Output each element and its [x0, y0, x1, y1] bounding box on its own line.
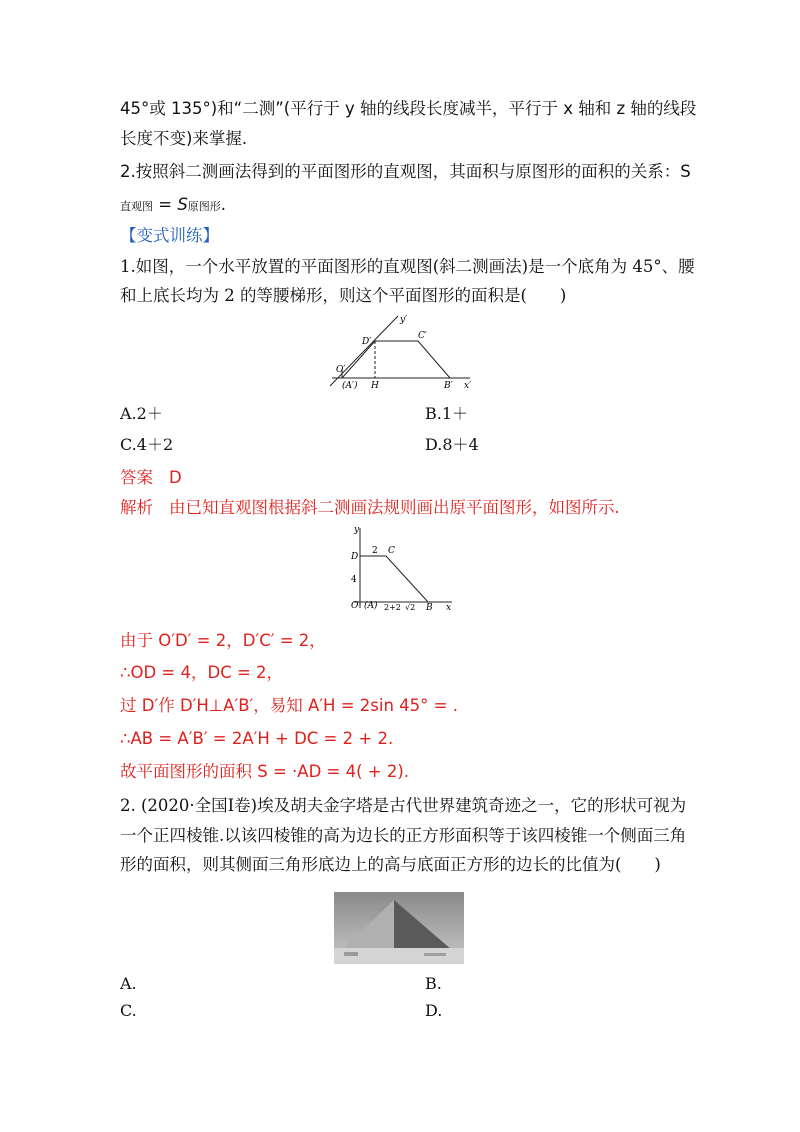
subscript-intuitive: 直观图	[120, 200, 153, 213]
figure-original-diagram	[342, 522, 458, 612]
intro-line-2: 长度不变)来掌握.	[120, 129, 248, 148]
q2-option-a[interactable]: A.	[120, 974, 137, 993]
label-4: 4	[351, 575, 357, 585]
q2-line-1: 2. (2020·全国Ⅰ卷)埃及胡夫金字塔是古代世界建筑奇迹之一，它的形状可视为	[120, 796, 687, 815]
pyramid-photo	[334, 892, 464, 964]
label-a-prime: (A′)	[342, 381, 358, 391]
label-c: C	[388, 546, 395, 556]
step-4: ∴AB = A′B′ = 2A′H + DC = 2 + 2.	[120, 729, 394, 748]
answer-label: 答案	[120, 468, 153, 487]
label-2: 2	[372, 546, 378, 556]
q1-option-a[interactable]: A.2＋	[120, 404, 163, 423]
section-heading: 【变式训练】	[120, 226, 219, 245]
label-2-plus-2: 2+2	[384, 603, 401, 612]
intro-line-1: 45°或 135°)和“二测”(平行于 y 轴的线段长度减半，平行于 x 轴和 z 轴的线段	[120, 99, 697, 118]
y-axis-prime	[330, 316, 398, 386]
answer-value: D	[169, 468, 182, 487]
q2-option-c[interactable]: C.	[120, 1001, 137, 1020]
label-sqrt-2: √2	[405, 603, 416, 612]
equals-s: = S	[153, 195, 188, 214]
analysis-label: 解析	[120, 498, 153, 517]
q1-option-b[interactable]: B.1＋	[425, 404, 469, 423]
label-x: x	[446, 603, 452, 612]
q1-line-1: 1.如图，一个水平放置的平面图形的直观图(斜二测画法)是一个底角为 45°、腰	[120, 257, 695, 276]
q1-option-d[interactable]: D.8＋4	[425, 435, 479, 454]
intro-period: .	[220, 195, 227, 214]
q2-line-3: 形的面积，则其侧面三角形底边上的高与底面正方形的边长的比值为( )	[120, 855, 661, 874]
answer-line	[120, 467, 182, 489]
step-1: 由于 O′D′ = 2，D′C′ = 2，	[120, 631, 326, 650]
q2-line-2: 一个正四棱锥.以该四棱锥的高为边长的正方形面积等于该四棱锥一个侧面三角	[120, 826, 687, 845]
label-o-prime: O′	[336, 365, 346, 375]
label-y: y	[354, 525, 360, 535]
intro-line-3: 2.按照斜二测画法得到的平面图形的直观图，其面积与原图形的面积的关系：S	[120, 162, 691, 181]
trapezoid-original	[360, 556, 428, 602]
label-x-prime: x′	[464, 381, 472, 391]
q1-line-2: 和上底长均为 2 的等腰梯形，则这个平面图形的面积是( )	[120, 286, 567, 305]
label-h: H	[371, 381, 379, 391]
label-o: O	[351, 601, 359, 611]
label-c-prime: C′	[418, 331, 427, 341]
intro-line-4	[120, 194, 226, 218]
trapezoid	[342, 341, 450, 378]
q2-option-b[interactable]: B.	[425, 974, 442, 993]
analysis-line	[120, 497, 620, 519]
label-y-prime: y′	[400, 315, 408, 325]
q1-option-c[interactable]: C.4＋2	[120, 435, 174, 454]
subscript-original: 原图形	[187, 200, 221, 213]
label-d-prime: D′	[362, 337, 372, 347]
label-b-prime: B′	[444, 381, 453, 391]
figure-intuitive-diagram	[320, 308, 480, 392]
step-2: ∴OD = 4，DC = 2，	[120, 663, 284, 682]
label-a: (A)	[364, 601, 378, 611]
label-d: D	[351, 552, 359, 562]
q2-option-d[interactable]: D.	[425, 1001, 443, 1020]
label-b: B	[426, 603, 433, 612]
analysis-text: 由已知直观图根据斜二测画法规则画出原平面图形，如图所示.	[169, 498, 620, 517]
step-5: 故平面图形的面积 S = ·AD = 4( + 2).	[120, 762, 410, 781]
step-3: 过 D′作 D′H⊥A′B′，易知 A′H = 2sin 45° = .	[120, 696, 458, 715]
